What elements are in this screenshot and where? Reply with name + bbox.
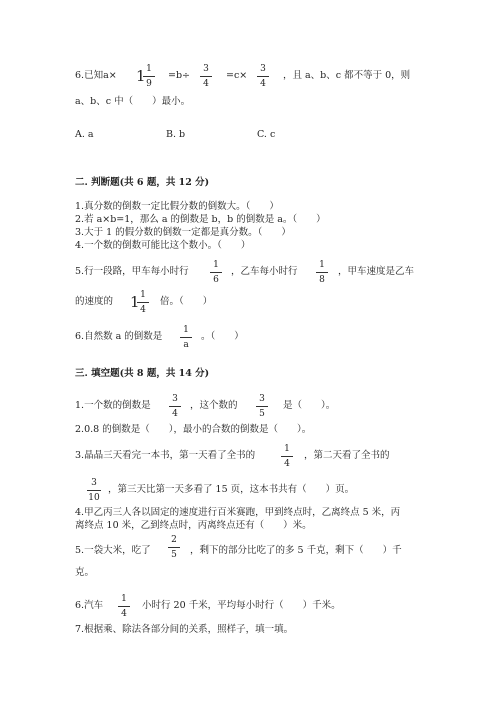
numerator: 1 — [284, 444, 290, 454]
denominator: a — [183, 340, 189, 350]
fraction-bar — [168, 547, 180, 548]
fill-q5-a: 5.一袋大米，吃了 — [75, 545, 151, 556]
fraction-bar — [281, 456, 293, 457]
fill-q2: 2.0.8 的倒数是（ ），最小的合数的倒数是（ ）。 — [75, 424, 312, 435]
judge-q5-d: 的速度的 — [75, 296, 114, 307]
fill-q5-b: ，剩下的部分比吃了的多 5 千克，剩下（ ）千 — [190, 545, 402, 556]
fill-q7: 7.根据乘、除法各部分间的关系，照样子，填一填。 — [75, 624, 294, 635]
option-b: B. b — [166, 129, 186, 140]
fill-q3-a: 3.晶晶三天看完一本书，第一天看了全书的 — [75, 450, 256, 461]
numerator: 3 — [260, 64, 266, 74]
mixed-fraction — [142, 64, 156, 89]
fill-q1-a: 1.一个数的倒数是 — [75, 400, 151, 411]
denominator: 5 — [259, 409, 265, 419]
judge-q5-fraction-2 — [315, 260, 329, 285]
fraction-bar — [256, 406, 268, 407]
fill-q5-fraction — [167, 535, 181, 560]
fraction-bar — [257, 76, 269, 77]
denominator: 4 — [260, 79, 266, 89]
q6-eq1: =b÷ — [168, 70, 191, 81]
fill-q1-b: ，这个数的 — [190, 400, 238, 411]
fill-q3-c: ，第三天比第一天多看了 15 页，这本书共有（ ）页。 — [108, 484, 355, 495]
fraction-bar — [180, 337, 192, 338]
fill-q1-fraction-1 — [168, 394, 182, 419]
fill-q3-fraction-1 — [280, 444, 294, 469]
q6-text-start: 6.已知a× — [75, 70, 117, 81]
q6-fraction-1 — [199, 64, 213, 89]
judge-q5-a: 5.行一段路，甲车每小时行 — [75, 266, 189, 277]
denominator: 4 — [172, 409, 178, 419]
judge-q5-e: 倍。（ ） — [160, 296, 213, 307]
fraction-bar — [200, 76, 212, 77]
fraction-bar — [137, 302, 149, 303]
denominator: 5 — [171, 550, 177, 560]
fraction-bar — [143, 76, 155, 77]
mixed-fraction — [136, 290, 150, 315]
numerator: 1 — [140, 290, 146, 300]
numerator: 1 — [146, 64, 152, 74]
judge-q4: 4.一个数的倒数可能比这个数小。（ ） — [75, 240, 251, 251]
fill-q6-fraction — [117, 594, 131, 619]
denominator: 9 — [146, 79, 152, 89]
numerator: 1 — [183, 325, 189, 335]
fill-q3-b: ，第二天看了全书的 — [304, 450, 390, 461]
denominator: 8 — [319, 275, 325, 285]
fill-q4-line2: 离终点 10 米，乙到终点时，丙离终点还有（ ）米。 — [75, 520, 312, 531]
fraction-bar — [169, 406, 181, 407]
numerator: 3 — [259, 394, 265, 404]
denominator: 4 — [203, 79, 209, 89]
fill-q1-c: 是（ ）。 — [283, 400, 336, 411]
fraction-bar — [316, 272, 328, 273]
numerator: 3 — [91, 478, 97, 488]
numerator: 1 — [319, 260, 325, 270]
denominator: 4 — [121, 609, 127, 619]
denominator: 4 — [284, 459, 290, 469]
numerator: 1 — [213, 260, 219, 270]
section-3-title: 三. 填空题(共 8 题，共 14 分) — [75, 368, 210, 379]
mixed-whole: 1 — [136, 67, 146, 85]
q6-text-tail: ，且 a、b、c 都不等于 0，则 — [283, 70, 411, 81]
numerator: 2 — [171, 535, 177, 545]
denominator: 4 — [140, 305, 146, 315]
option-a: A. a — [75, 129, 94, 140]
fill-q6-a: 6.汽车 — [75, 600, 104, 611]
section-2-title: 二. 判断题(共 6 题，共 12 分) — [75, 177, 210, 188]
fill-q3-fraction-2 — [86, 478, 102, 503]
judge-q3: 3.大于 1 的假分数的倒数一定都是真分数。（ ） — [75, 227, 291, 238]
fill-q1-fraction-2 — [255, 394, 269, 419]
q6-fraction-2 — [256, 64, 270, 89]
numerator: 1 — [121, 594, 127, 604]
q6-eq2: =c× — [226, 70, 248, 81]
fraction-bar — [87, 490, 101, 491]
mixed-whole: 1 — [130, 293, 140, 311]
judge-q6-b: 。（ ） — [201, 331, 244, 342]
judge-q1: 1.真分数的倒数一定比假分数的倒数大。（ ） — [75, 201, 279, 212]
fill-q5-c: 克。 — [75, 567, 95, 578]
numerator: 3 — [203, 64, 209, 74]
judge-q6-a: 6.自然数 a 的倒数是 — [75, 331, 163, 342]
fraction-bar — [210, 272, 222, 273]
fraction-bar — [118, 606, 130, 607]
judge-q6-fraction — [179, 325, 193, 350]
judge-q5-c: ，甲车速度是乙车 — [338, 266, 415, 277]
judge-q2: 2.若 a×b=1，那么 a 的倒数是 b，b 的倒数是 a。（ ） — [75, 214, 326, 225]
fill-q4-line1: 4.甲乙丙三人各以固定的速度进行百米赛跑，甲到终点时，乙离终点 5 米，丙 — [75, 507, 401, 518]
denominator: 10 — [88, 493, 100, 503]
q6-text-line2: a、b、c 中（ ）最小。 — [75, 96, 191, 107]
numerator: 3 — [172, 394, 178, 404]
option-c: C. c — [257, 129, 276, 140]
denominator: 6 — [213, 275, 219, 285]
judge-q5-fraction-1 — [209, 260, 223, 285]
fill-q6-b: 小时行 20 千米，平均每小时行（ ）千米。 — [142, 600, 341, 611]
judge-q5-b: ，乙车每小时行 — [231, 266, 298, 277]
